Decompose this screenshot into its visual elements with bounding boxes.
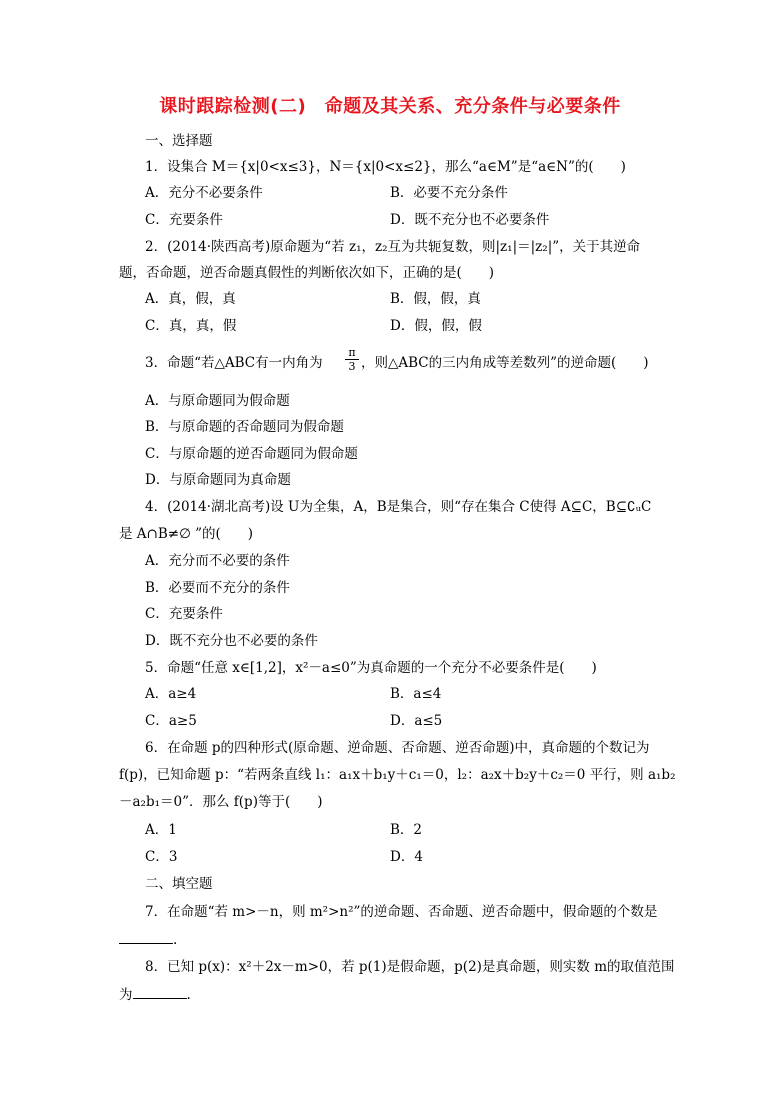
- question-6-option-b: B．2: [390, 822, 423, 838]
- question-8-answer-blank[interactable]: [133, 984, 187, 999]
- question-4-option-d: D．既不充分也不必要的条件: [145, 633, 318, 649]
- question-3-option-c: C．与原命题的逆否命题同为假命题: [145, 446, 358, 462]
- question-6-stem-line-3: －a₂b₁＝0”．那么 f(p)等于( ): [119, 794, 323, 810]
- question-3-stem-pre: 3．命题“若△ABC有一内角为: [145, 355, 323, 371]
- page-title: 课时跟踪检测(二) 命题及其关系、充分条件与必要条件: [159, 96, 621, 117]
- question-5-option-c: C．a≥5: [145, 713, 197, 729]
- question-4-stem-line-2: 是 A∩B≠∅ ”的( ): [119, 526, 254, 542]
- question-1-stem: 1．设集合 M＝{x|0<x≤3}，N＝{x|0<x≤2}，那么“a∈M”是“a∈N”的( ): [145, 159, 626, 175]
- fraction-numerator: π: [345, 346, 359, 360]
- pi-over-3-fraction: [345, 346, 359, 373]
- question-6-option-c: C．3: [145, 849, 178, 865]
- question-1-option-d: D．既不充分也不必要条件: [390, 212, 550, 228]
- question-2-option-b: B．假，假，真: [390, 291, 481, 307]
- question-1-option-c: C．充要条件: [145, 212, 223, 228]
- question-5-option-b: B．a≤4: [390, 686, 442, 702]
- section-heading-fill-in: 二、填空题: [145, 876, 213, 892]
- question-8-period: .: [186, 987, 191, 1003]
- question-1-option-a: A．充分不必要条件: [145, 185, 263, 201]
- question-1-option-b: B．必要不充分条件: [390, 185, 508, 201]
- question-2-option-d: D．假，假，假: [390, 318, 482, 334]
- section-heading-choice: 一、选择题: [145, 133, 213, 149]
- question-4-stem-line-1: 4．(2014·湖北高考)设 U为全集，A，B是集合，则“存在集合 C使得 A⊆C，B⊆∁ᵤC: [145, 499, 652, 515]
- question-5-option-d: D．a≤5: [390, 713, 443, 729]
- question-5-option-a: A．a≥4: [145, 686, 197, 702]
- question-4-option-b: B．必要而不充分的条件: [145, 580, 290, 596]
- question-2-stem-line-1: 2．(2014·陕西高考)原命题为“若 z₁，z₂互为共轭复数，则|z₁|＝|z₂|”，关于其逆命: [145, 239, 641, 255]
- question-7-period: .: [173, 932, 178, 948]
- question-4-option-a: A．充分而不必要的条件: [145, 553, 290, 569]
- question-3-option-a: A．与原命题同为假命题: [145, 393, 290, 409]
- question-7-answer-blank[interactable]: [119, 929, 173, 944]
- question-8-prefix: 为: [119, 987, 133, 1003]
- question-2-stem-line-2: 题，否命题，逆否命题真假性的判断依次如下，正确的是( ): [119, 265, 495, 281]
- question-2-option-c: C．真，真，假: [145, 318, 237, 334]
- question-5-stem: 5．命题“任意 x∈[1,2]，x²－a≤0”为真命题的一个充分不必要条件是( ): [145, 660, 597, 676]
- question-3-option-d: D．与原命题同为真命题: [145, 472, 291, 488]
- question-7-answer-line: [119, 929, 177, 950]
- question-3-stem-post: ，则△ABC的三内角成等差数列”的逆命题( ): [361, 355, 649, 371]
- question-4-option-c: C．充要条件: [145, 606, 223, 622]
- question-6-stem-line-1: 6．在命题 p的四种形式(原命题、逆命题、否命题、逆否命题)中，真命题的个数记为: [145, 740, 650, 756]
- question-3-option-b: B．与原命题的否命题同为假命题: [145, 419, 344, 435]
- question-8-answer-line: [119, 984, 191, 1005]
- fraction-denominator: 3: [348, 360, 356, 373]
- question-6-stem-line-2: f(p)，已知命题 p：“若两条直线 l₁：a₁x＋b₁y＋c₁＝0，l₂：a₂x＋b₂y＋c₂＝0 平行，则 a₁b₂: [119, 767, 676, 783]
- question-6-option-a: A．1: [145, 822, 177, 838]
- question-7-stem-line-1: 7．在命题“若 m>－n，则 m²>n²”的逆命题、否命题、逆否命题中，假命题的个数是: [145, 904, 658, 920]
- question-8-stem-line-1: 8．已知 p(x)：x²＋2x－m>0，若 p(1)是假命题，p(2)是真命题，则实数 m的取值范围: [145, 959, 675, 975]
- question-2-option-a: A．真，假，真: [145, 291, 236, 307]
- question-6-option-d: D．4: [390, 849, 423, 865]
